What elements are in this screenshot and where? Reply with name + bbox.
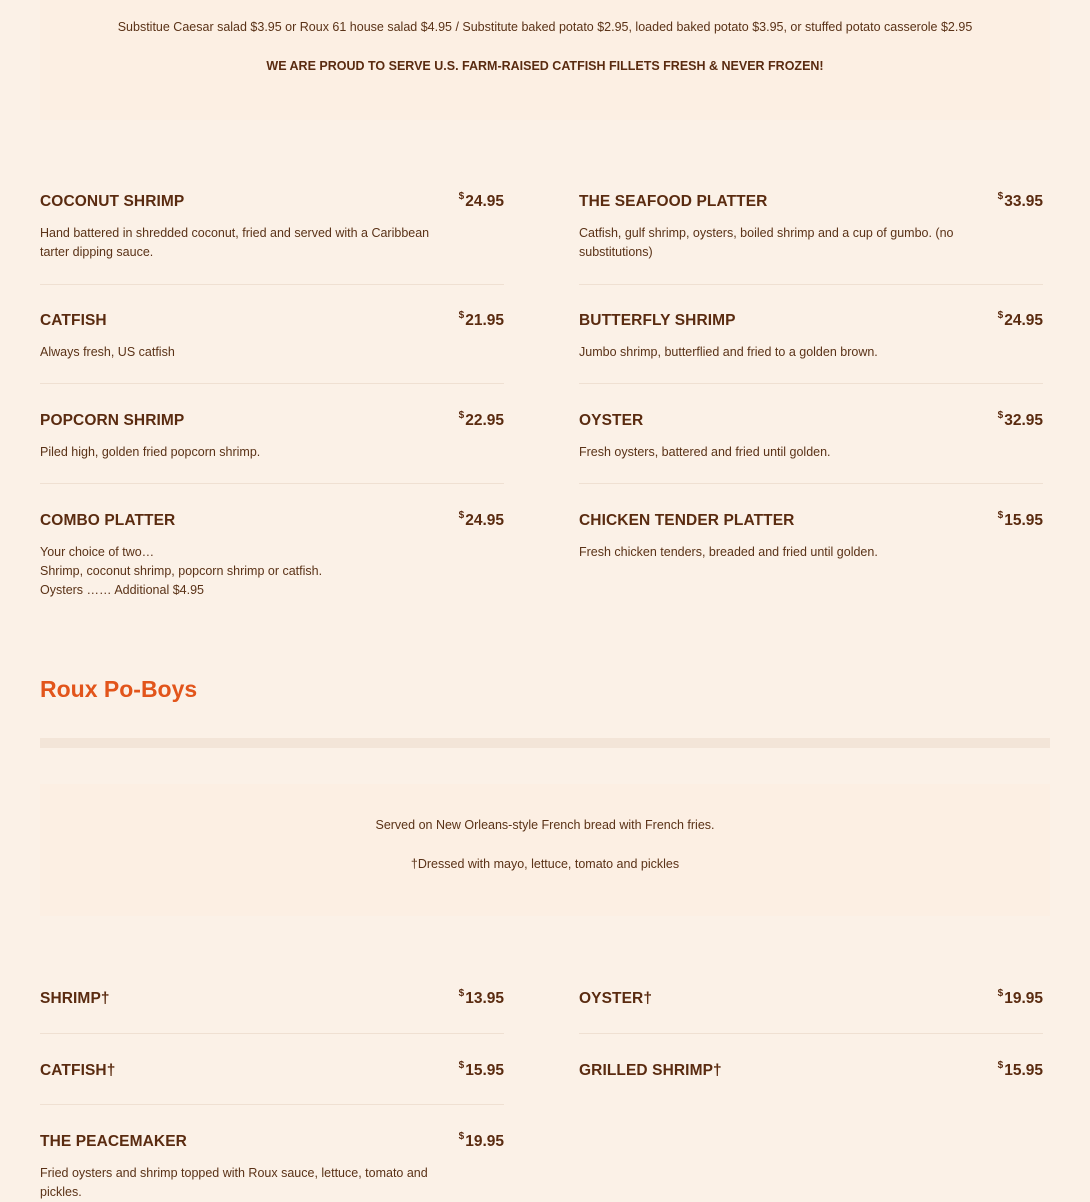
item-name: POPCORN SHRIMP <box>40 412 185 429</box>
item-price: $19.95 <box>997 988 1043 1007</box>
divider <box>40 383 504 384</box>
item-name: OYSTER <box>579 412 644 429</box>
item-price: $22.95 <box>458 410 504 429</box>
item-description: Jumbo shrimp, butterflied and fried to a golden brown. <box>579 345 878 359</box>
substitutions-text: Substitue Caesar salad $3.95 or Roux 61 house salad $4.95 / Substitute baked potato $2.95, loaded baked potato $3.95, or stuffed potato casserole $2.95 <box>117 20 973 34</box>
divider <box>40 1033 504 1034</box>
divider <box>579 1033 1043 1034</box>
poboys-dressed-text: †Dressed with mayo, lettuce, tomato and pickles <box>410 857 680 871</box>
item-name: OYSTER† <box>579 990 653 1007</box>
substitutions-note <box>40 0 1050 120</box>
item-price: $24.95 <box>997 310 1043 329</box>
poboys-served-text: Served on New Orleans-style French bread with French fries. <box>375 818 715 832</box>
section-divider-bar <box>40 738 1050 748</box>
item-name: CHICKEN TENDER PLATTER <box>579 512 795 529</box>
item-price: $24.95 <box>458 510 504 529</box>
item-name: BUTTERFLY SHRIMP <box>579 312 736 329</box>
divider <box>579 483 1043 484</box>
item-name: SHRIMP† <box>40 990 110 1007</box>
catfish-notice: WE ARE PROUD TO SERVE U.S. FARM-RAISED CATFISH FILLETS FRESH & NEVER FROZEN! <box>266 59 824 73</box>
item-name: CATFISH† <box>40 1062 116 1079</box>
divider <box>579 383 1043 384</box>
item-price: $24.95 <box>458 191 504 210</box>
item-name: GRILLED SHRIMP† <box>579 1062 722 1079</box>
divider <box>579 284 1043 285</box>
section-title-poboys: Roux Po-Boys <box>40 676 198 702</box>
item-description: Catfish, gulf shrimp, oysters, boiled shrimp and a cup of gumbo. (no substitutions) <box>579 226 954 259</box>
item-description: Your choice of two… Shrimp, coconut shrimp, popcorn shrimp or catfish. Oysters …… Additional $4.95 <box>40 545 323 597</box>
divider <box>40 284 504 285</box>
item-name: THE PEACEMAKER <box>40 1133 187 1150</box>
item-name: THE SEAFOOD PLATTER <box>579 193 768 210</box>
item-price: $13.95 <box>458 988 504 1007</box>
divider <box>40 483 504 484</box>
item-price: $15.95 <box>458 1060 504 1079</box>
item-price: $19.95 <box>458 1131 504 1150</box>
item-name: COMBO PLATTER <box>40 512 176 529</box>
item-description: Fresh oysters, battered and fried until golden. <box>579 445 831 459</box>
divider <box>40 1104 504 1105</box>
item-description: Always fresh, US catfish <box>40 345 175 359</box>
item-description: Fresh chicken tenders, breaded and fried until golden. <box>579 545 878 559</box>
item-description: Fried oysters and shrimp topped with Roux sauce, lettuce, tomato and pickles. <box>40 1166 428 1199</box>
item-name: CATFISH <box>40 312 107 329</box>
item-description: Hand battered in shredded coconut, fried and served with a Caribbean tarter dipping sauce. <box>40 226 430 259</box>
item-name: COCONUT SHRIMP <box>40 193 185 210</box>
poboys-note <box>40 784 1050 916</box>
item-price: $33.95 <box>997 191 1043 210</box>
item-description: Piled high, golden fried popcorn shrimp. <box>40 445 261 459</box>
item-price: $15.95 <box>997 510 1043 529</box>
item-price: $21.95 <box>458 310 504 329</box>
item-price: $32.95 <box>997 410 1043 429</box>
item-price: $15.95 <box>997 1060 1043 1079</box>
